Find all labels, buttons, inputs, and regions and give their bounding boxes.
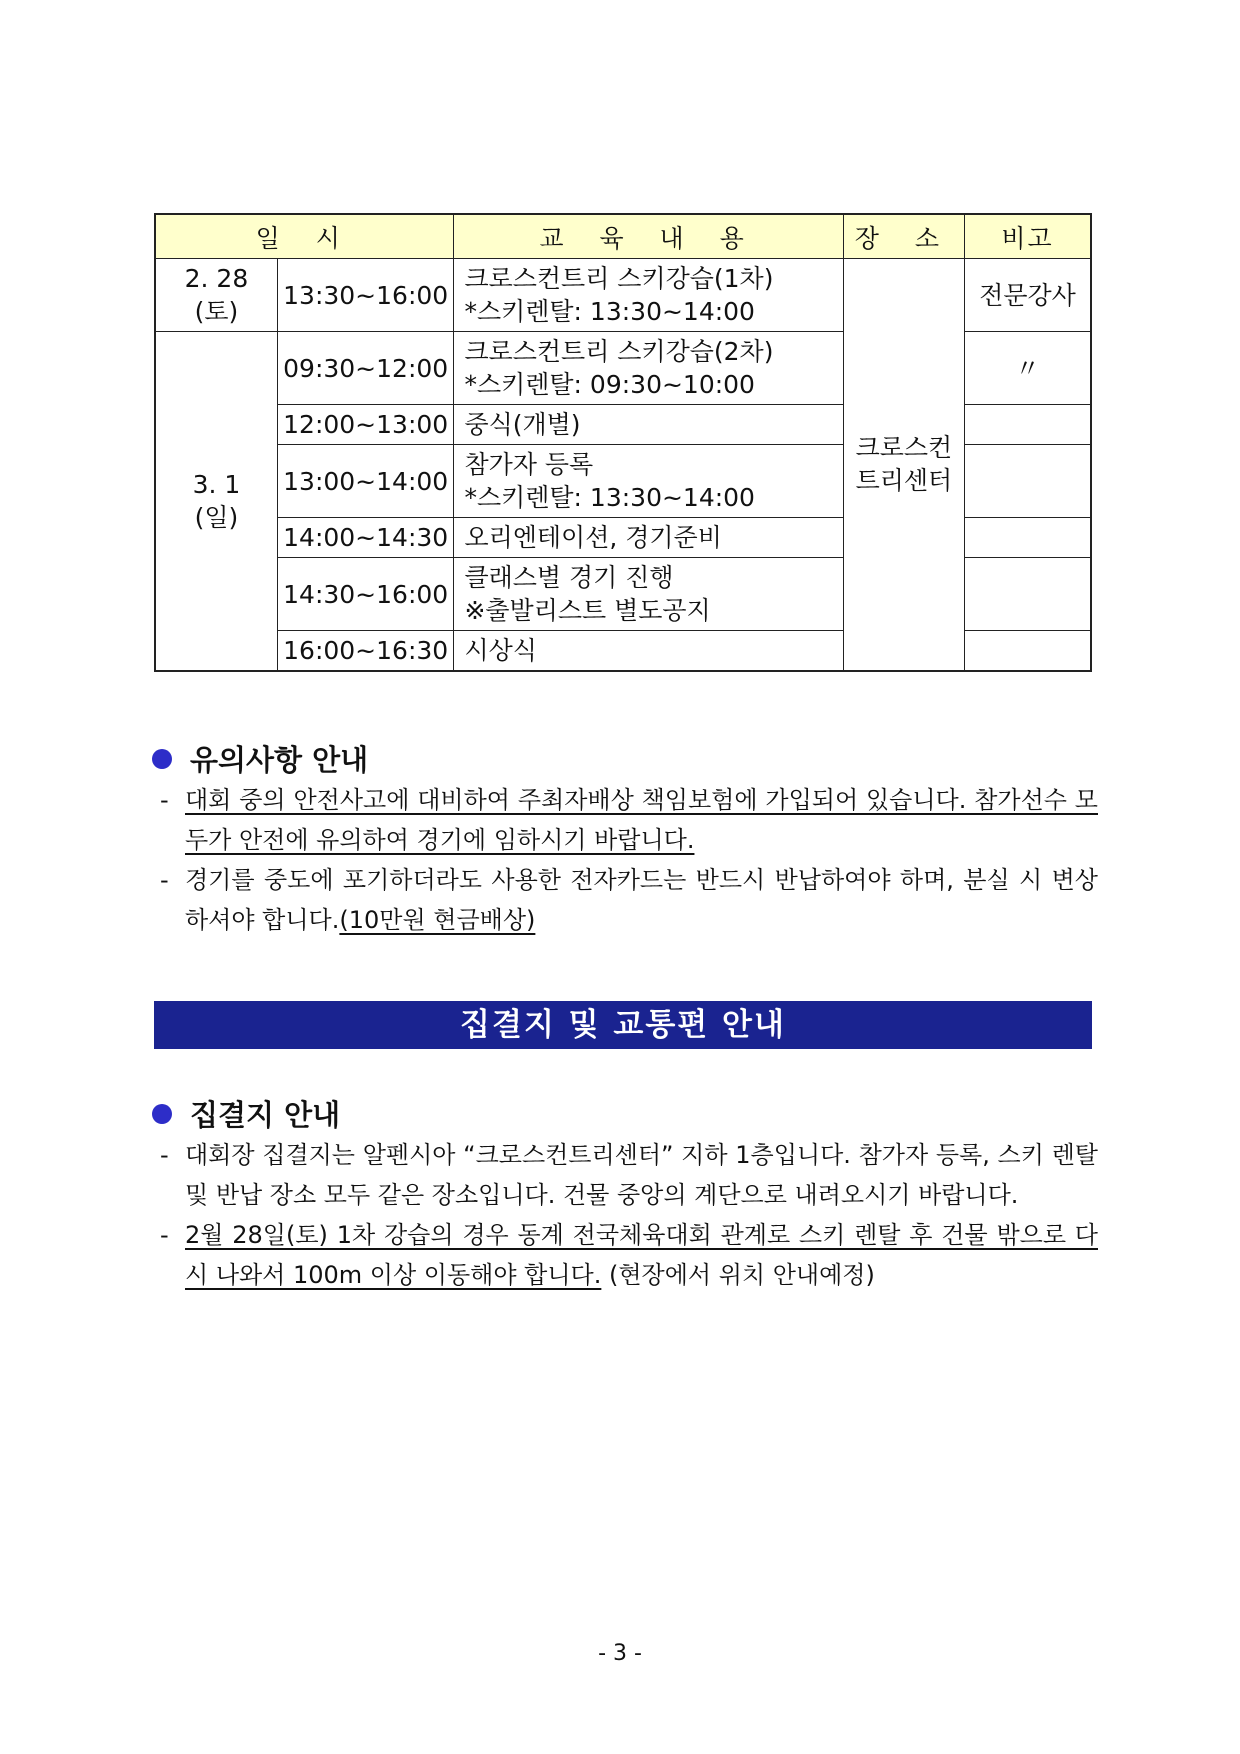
assembly-item-feb28 bbox=[160, 1215, 1098, 1295]
notice-item-text: 대회 중의 안전사고에 대비하여 주최자배상 책임보험에 가입되어 있습니다. 참가선수 모두가 안전에 유의하여 경기에 임하시기 바랍니다. bbox=[185, 786, 1098, 854]
content-subline: *스키렌탈: 13:30~14:00 bbox=[464, 483, 755, 512]
page-number: - 3 - bbox=[598, 1641, 642, 1666]
assembly-heading bbox=[152, 1093, 340, 1134]
bullet-dot-icon bbox=[152, 1104, 172, 1124]
note-cell bbox=[965, 558, 1091, 631]
place-cell bbox=[843, 259, 964, 671]
content-cell bbox=[454, 332, 843, 405]
content-cell: 시상식 bbox=[454, 631, 843, 671]
note-cell bbox=[965, 405, 1091, 445]
compensation-note: (10만원 현금배상) bbox=[339, 906, 536, 934]
schedule-table bbox=[154, 213, 1092, 672]
dash-marker: - bbox=[160, 786, 169, 814]
dash-marker: - bbox=[160, 1221, 169, 1249]
dash-marker: - bbox=[160, 866, 169, 894]
day2-weekday: (일) bbox=[194, 502, 239, 532]
note-cell bbox=[965, 445, 1091, 518]
day1-weekday: (토) bbox=[194, 297, 239, 326]
time-cell: 14:30~16:00 bbox=[277, 558, 454, 631]
content-cell: 중식(개별) bbox=[454, 405, 843, 445]
assembly-item-text: 2월 28일(토) 1차 강습의 경우 동계 전국체육대회 관계로 스키 렌탈 후 건물 밖으로 다시 나와서 100m 이상 이동해야 합니다. (현장에서 위치 안내예정) bbox=[185, 1221, 1098, 1289]
notice-heading bbox=[152, 738, 368, 779]
content-line: 크로스컨트리 스키강습(1차) bbox=[464, 264, 774, 293]
table-row bbox=[155, 259, 1091, 332]
header-note: 비고 bbox=[965, 214, 1091, 259]
place-line1: 크로스컨 bbox=[855, 433, 953, 463]
time-cell: 12:00~13:00 bbox=[277, 405, 454, 445]
assembly-item-location bbox=[160, 1135, 1098, 1215]
content-line: 클래스별 경기 진행 bbox=[464, 563, 674, 592]
note-cell bbox=[965, 631, 1091, 671]
content-line: 참가자 등록 bbox=[464, 450, 594, 479]
assembly-heading-text: 집결지 안내 bbox=[190, 1098, 341, 1132]
content-subline: *스키렌탈: 13:30~14:00 bbox=[464, 297, 755, 326]
time-cell: 09:30~12:00 bbox=[277, 332, 454, 405]
location-guide-note: (현장에서 위치 안내예정) bbox=[601, 1261, 875, 1289]
content-cell bbox=[454, 259, 843, 332]
section-banner: 집결지 및 교통편 안내 bbox=[154, 1001, 1092, 1049]
day2-date: 3. 1 bbox=[192, 469, 241, 499]
time-cell: 16:00~16:30 bbox=[277, 631, 454, 671]
content-subline: *스키렌탈: 09:30~10:00 bbox=[464, 370, 755, 399]
day2-cell bbox=[155, 332, 277, 671]
notice-item-insurance bbox=[160, 780, 1098, 860]
content-subline: ※출발리스트 별도공지 bbox=[464, 596, 711, 625]
note-cell bbox=[965, 518, 1091, 558]
time-cell: 14:00~14:30 bbox=[277, 518, 454, 558]
content-cell: 오리엔테이션, 경기준비 bbox=[454, 518, 843, 558]
header-datetime: 일 시 bbox=[155, 214, 454, 259]
assembly-item-text: 대회장 집결지는 알펜시아 “크로스컨트리센터” 지하 1층입니다. 참가자 등록, 스키 렌탈 및 반납 장소 모두 같은 장소입니다. 건물 중앙의 계단으로 내려오시기 바랍니다. bbox=[185, 1141, 1098, 1209]
header-place: 장 소 bbox=[843, 214, 964, 259]
bullet-dot-icon bbox=[152, 749, 172, 769]
day1-date: 2. 28 bbox=[184, 264, 249, 293]
content-line: 크로스컨트리 스키강습(2차) bbox=[464, 337, 774, 366]
note-cell: 전문강사 bbox=[965, 259, 1091, 332]
content-cell bbox=[454, 445, 843, 518]
dash-marker: - bbox=[160, 1141, 169, 1169]
place-line2: 트리센터 bbox=[855, 466, 953, 496]
day1-cell bbox=[155, 259, 277, 332]
table-header-row bbox=[155, 214, 1091, 259]
notice-heading-text: 유의사항 안내 bbox=[190, 743, 369, 777]
time-cell: 13:30~16:00 bbox=[277, 259, 454, 332]
notice-item-card bbox=[160, 860, 1098, 940]
header-content: 교 육 내 용 bbox=[454, 214, 843, 259]
notice-item-text: 경기를 중도에 포기하더라도 사용한 전자카드는 반드시 반납하여야 하며, 분실 시 변상하셔야 합니다.(10만원 현금배상) bbox=[185, 866, 1098, 934]
time-cell: 13:00~14:00 bbox=[277, 445, 454, 518]
note-cell: 〃 bbox=[965, 332, 1091, 405]
content-cell bbox=[454, 558, 843, 631]
